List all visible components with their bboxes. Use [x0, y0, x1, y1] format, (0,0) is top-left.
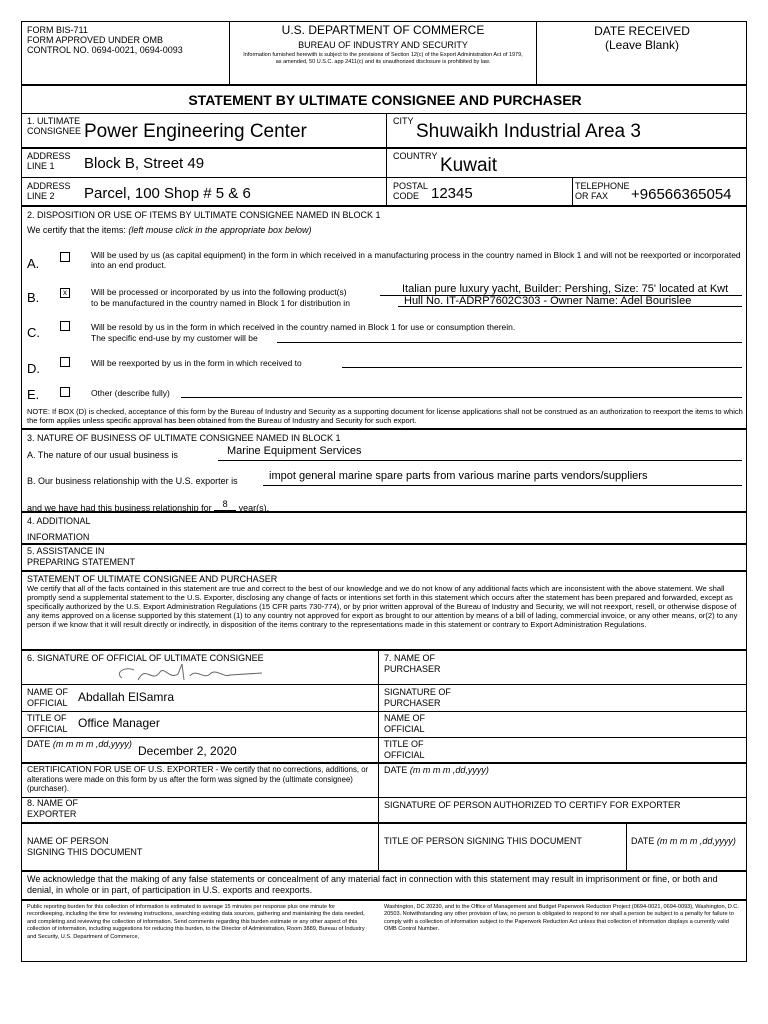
official-name-label-line: OFFICIAL: [27, 698, 68, 708]
person-date-label-text: DATE: [631, 836, 655, 846]
option-e-checkbox[interactable]: [60, 387, 70, 397]
rule: [22, 113, 746, 114]
date-received-label: DATE RECEIVED: [594, 24, 690, 38]
disclosure-notice: Information furnished herewith is subject to the provisions of Section 12(c) of the Export Administration Act of 1979, as amended, 50 U.S.C. app 2411(c) and its unauthorized disclosure is prohibited by law.: [243, 52, 523, 65]
rule: [22, 205, 746, 207]
acknowledgement: We acknowledge that the making of any false statements or concealment of any material fact in connection with this statement may result in imprisonment or fine, or both and denial, in whole or in part, of participation in U.S. exports and reexports.: [27, 874, 718, 895]
option-d-letter: D.: [27, 361, 40, 376]
address2-label: [27, 181, 71, 201]
phone-label: [575, 181, 630, 201]
consignee-field[interactable]: Power Engineering Center: [84, 121, 307, 142]
certify-hint: (left mouse click in the appropriate box below): [128, 225, 312, 235]
purchaser-title-label-line: TITLE OF: [384, 739, 424, 749]
official-name-label-line: NAME OF: [27, 687, 69, 697]
person-date-label: [631, 836, 736, 847]
rule: [626, 822, 627, 870]
official-date-label-text: DATE: [27, 739, 51, 749]
address1-field[interactable]: Block B, Street 49: [84, 155, 205, 172]
rule: [22, 147, 746, 149]
rule: [22, 177, 746, 178]
purchaser-official-name-label-line: NAME OF: [384, 713, 426, 723]
consignee-label: [27, 116, 81, 136]
option-e-text: Other (describe fully): [91, 388, 170, 398]
option-e-letter: E.: [27, 387, 40, 402]
certify-text: We certify that the items:: [27, 225, 126, 235]
person-name-label-line: NAME OF PERSON: [27, 836, 109, 846]
business-nature-label: A. The nature of our usual business is: [27, 450, 178, 460]
option-d-text: Will be reexported by us in the form in which received to: [91, 358, 302, 368]
certify-line: [27, 225, 311, 236]
address2-label-line: LINE 2: [27, 191, 55, 201]
statement-heading: STATEMENT OF ULTIMATE CONSIGNEE AND PURCHASER: [27, 574, 278, 584]
option-c-line[interactable]: [277, 342, 742, 343]
form-id-block: [27, 25, 183, 55]
cert-date-format: (m m m m ,dd,yyyy): [409, 765, 489, 775]
dept-name: U.S. DEPARTMENT OF COMMERCE: [281, 23, 485, 37]
block2-note: NOTE: If BOX (D) is checked, acceptance of this form by the Bureau of Industry and Security as a supporting document for license applications shall not be construed as an authorization to reexport the items to which the form applies unless specific approval has been obtained from the Bureau of Industry and Security for such export.: [27, 407, 743, 425]
postal-field[interactable]: 12345: [431, 185, 473, 202]
burden-statement-right: Washington, DC 20230, and to the Office of Management and Budget Paperwork Reduction Project (0694-0021, 0694-0093), Washington, D.C. 20503. Notwithstanding any other provision of law, no person is obligated to respond to nor shall a person be subject to a penalty for failure to comply with a collection of information subject to the Paperwork Reduction Act unless that collection of information displays a currently valid OMB Control Number.: [384, 904, 739, 933]
additional-info-line: 4. ADDITIONAL: [27, 516, 91, 526]
rule: [22, 543, 746, 545]
address1-label: [27, 151, 71, 171]
postal-label-line: POSTAL: [393, 181, 428, 191]
official-title-label-line: TITLE OF: [27, 713, 67, 723]
agency-block: [230, 24, 536, 66]
option-b-product-field[interactable]: Italian pure luxury yacht, Builder: Pershing, Size: 75' located at Kwt: [402, 283, 729, 295]
certification-heading: CERTIFICATION FOR USE OF U.S. EXPORTER: [27, 764, 214, 774]
option-e-line[interactable]: [181, 397, 742, 398]
purchaser-title-label-line: OFFICIAL: [384, 750, 425, 760]
option-a-letter: A.: [27, 256, 40, 271]
rule: [22, 711, 746, 712]
consignee-label-line: CONSIGNEE: [27, 126, 82, 136]
rule: [22, 737, 746, 738]
phone-label-line: TELEPHONE: [575, 181, 630, 191]
person-title-label: TITLE OF PERSON SIGNING THIS DOCUMENT: [384, 836, 582, 846]
option-c-checkbox[interactable]: [60, 321, 70, 331]
rule: [22, 870, 746, 872]
omb-approval: FORM APPROVED UNDER OMB: [27, 35, 164, 45]
omb-control: CONTROL NO. 0694-0021, 0694-0093: [27, 45, 183, 55]
rule: [22, 570, 746, 572]
statement-text: We certify that all of the facts contained in this statement are true and correct to the best of our knowledge and we do not know of any additional facts which are inconsistent with the above statement. We shall promptly send a supplemental statement to the U.S. Exporter, disclosing any change of facts or intentions set forth in this statement which occurs after the statement has been prepared and forwarded, except as specifically authorized by the U.S. Export Administration Regulations (15 CFR parts 730-774), or by prior written approval of the Bureau of Industry and Security, we will not reexport, resell, or otherwise dispose of any items approved on a license supported by this statement (1) to any country not approved for export as brought to our attention by means of a bill of lading, commercial invoice, or any other means, or(2) to any person if we know that it will result directly or indirectly, in disposition of the items contrary to the representations made in this statement or contrary to Export Administration Regulations.: [27, 584, 738, 629]
purchaser-signature-label-line: SIGNATURE OF: [384, 687, 451, 697]
phone-label-line: OR FAX: [575, 191, 609, 201]
rule: [572, 177, 573, 205]
assistance-label: [27, 546, 135, 568]
leave-blank-label: (Leave Blank): [604, 38, 680, 52]
official-title-label-line: OFFICIAL: [27, 724, 68, 734]
date-received-block: [537, 24, 747, 52]
person-date-format: (m m m m ,dd,yyyy): [656, 836, 736, 846]
option-a-checkbox[interactable]: [60, 252, 70, 262]
option-b-text2: to be manufactured in the country named in Block 1 for distribution in: [91, 298, 350, 308]
form-id: FORM BIS-711: [27, 25, 88, 35]
bis-711-form: [21, 21, 747, 962]
city-field[interactable]: Shuwaikh Industrial Area 3: [416, 121, 641, 142]
purchaser-name-label: [384, 653, 441, 675]
form-title: STATEMENT BY ULTIMATE CONSIGNEE AND PURCHASER: [188, 92, 582, 108]
phone-field[interactable]: +96566365054: [631, 186, 732, 203]
cert-date-label: [384, 765, 489, 776]
block3-heading: 3. NATURE OF BUSINESS OF ULTIMATE CONSIGNEE NAMED IN BLOCK 1: [27, 433, 341, 443]
city-label: CITY: [393, 116, 414, 126]
certification-text: [27, 765, 372, 794]
signature-official-label: 6. SIGNATURE OF OFFICIAL OF ULTIMATE CONSIGNEE: [27, 653, 264, 663]
official-title-field[interactable]: Office Manager: [78, 716, 160, 730]
official-title-label: [27, 713, 68, 735]
address1-label-line: LINE 1: [27, 161, 55, 171]
option-c-letter: C.: [27, 325, 40, 340]
rule: [378, 822, 379, 870]
option-b-text1: Will be processed or incorporated by us into the following product(s): [91, 287, 347, 297]
country-label: COUNTRY: [393, 151, 438, 161]
option-d-line[interactable]: [342, 367, 742, 368]
relationship-line: [263, 485, 742, 486]
official-date-label: [27, 739, 132, 750]
rule: [386, 113, 387, 205]
rule: [22, 684, 746, 685]
business-nature-field[interactable]: Marine Equipment Services: [227, 445, 362, 457]
postal-label-line: CODE: [393, 191, 420, 201]
authorized-signature-label: SIGNATURE OF PERSON AUTHORIZED TO CERTIFY FOR EXPORTER: [384, 800, 681, 810]
assistance-line: 5. ASSISTANCE IN: [27, 546, 105, 556]
person-name-label-line: SIGNING THIS DOCUMENT: [27, 847, 143, 857]
purchaser-name-label-line: PURCHASER: [384, 664, 441, 674]
years-post: year(s).: [238, 503, 270, 513]
option-a-text: Will be used by us (as capital equipment) in the form in which received in a manufacturing process in the country named in Block 1 and will not be reexported or incorporated into an end product.: [91, 250, 741, 270]
additional-info-label: [27, 516, 91, 543]
assistance-line: PREPARING STATEMENT: [27, 557, 136, 567]
address2-field[interactable]: Parcel, 100 Shop # 5 & 6: [84, 185, 251, 202]
exporter-name-label: [27, 798, 78, 820]
rule: [22, 822, 746, 824]
rule: [22, 649, 746, 651]
rule: [22, 84, 746, 86]
years-pre: and we have had this business relationship for: [27, 503, 212, 513]
option-b-letter: B.: [27, 290, 40, 305]
purchaser-signature-label: [384, 687, 451, 709]
certification-body: - We certify that no corrections, additions, or alterations were made on this form by us after the form was signed by the (ultimate consignee)(purchaser).: [27, 765, 369, 793]
rule: [22, 899, 746, 901]
option-d-checkbox[interactable]: [60, 357, 70, 367]
purchaser-signature-label-line: PURCHASER: [384, 698, 441, 708]
exporter-name-label-line: EXPORTER: [27, 809, 77, 819]
burden-statement-left: Public reporting burden for this collection of information is estimated to average 15 minutes per response plus one minute for recordkeeping, including the time for reviewing instructions, searching existing data sources, gathering and maintaining the data needed, and completing and reviewing the collection of information. Send comments regarding this burden estimate or any other aspect of this collection of information, including suggestions for reducing this burden, to the Director of Administration, Room 3889, Bureau of Industry and Security, U.S. Department of Commerce,: [27, 904, 365, 940]
official-name-field[interactable]: Abdallah ElSamra: [78, 690, 175, 704]
rule: [22, 428, 746, 430]
rule: [22, 511, 746, 513]
business-nature-line: [218, 460, 742, 461]
relationship-label: B. Our business relationship with the U.S. exporter is: [27, 476, 238, 486]
relationship-field[interactable]: impot general marine spare parts from various marine parts vendors/suppliers: [269, 470, 648, 482]
official-date-field[interactable]: December 2, 2020: [138, 744, 237, 758]
bureau-name: BUREAU OF INDUSTRY AND SECURITY: [298, 40, 468, 50]
person-name-label: [27, 836, 142, 858]
cert-date-label-text: DATE: [384, 765, 408, 775]
exporter-name-label-line: 8. NAME OF: [27, 798, 79, 808]
years-field[interactable]: 8: [214, 499, 236, 511]
option-b-checkbox[interactable]: x: [60, 288, 70, 298]
purchaser-official-name-label-line: OFFICIAL: [384, 724, 425, 734]
purchaser-name-label-line: 7. NAME OF: [384, 653, 436, 663]
additional-info-line: INFORMATION: [27, 532, 90, 542]
purchaser-official-name-label: [384, 713, 425, 735]
country-field[interactable]: Kuwait: [440, 155, 498, 176]
purchaser-title-label: [384, 739, 425, 761]
consignee-label-line: 1. ULTIMATE: [27, 116, 81, 126]
option-c-text1: Will be resold by us in the form in which received in the country named in Block 1 for use or consumption therein.: [91, 322, 516, 332]
address1-label-line: ADDRESS: [27, 151, 71, 161]
option-b-distribution-field[interactable]: Hull No. IT-ADRP7602C303 - Owner Name: Adel Bourislee: [404, 295, 692, 307]
rule: [22, 797, 746, 798]
official-date-format: (m m m m ,dd,yyyy): [52, 739, 132, 749]
official-name-label: [27, 687, 68, 709]
option-c-text2: The specific end-use by my customer will be: [91, 333, 258, 343]
postal-label: [393, 181, 428, 201]
block2-heading: 2. DISPOSITION OR USE OF ITEMS BY ULTIMATE CONSIGNEE NAMED IN BLOCK 1: [27, 210, 381, 220]
address2-label-line: ADDRESS: [27, 181, 71, 191]
